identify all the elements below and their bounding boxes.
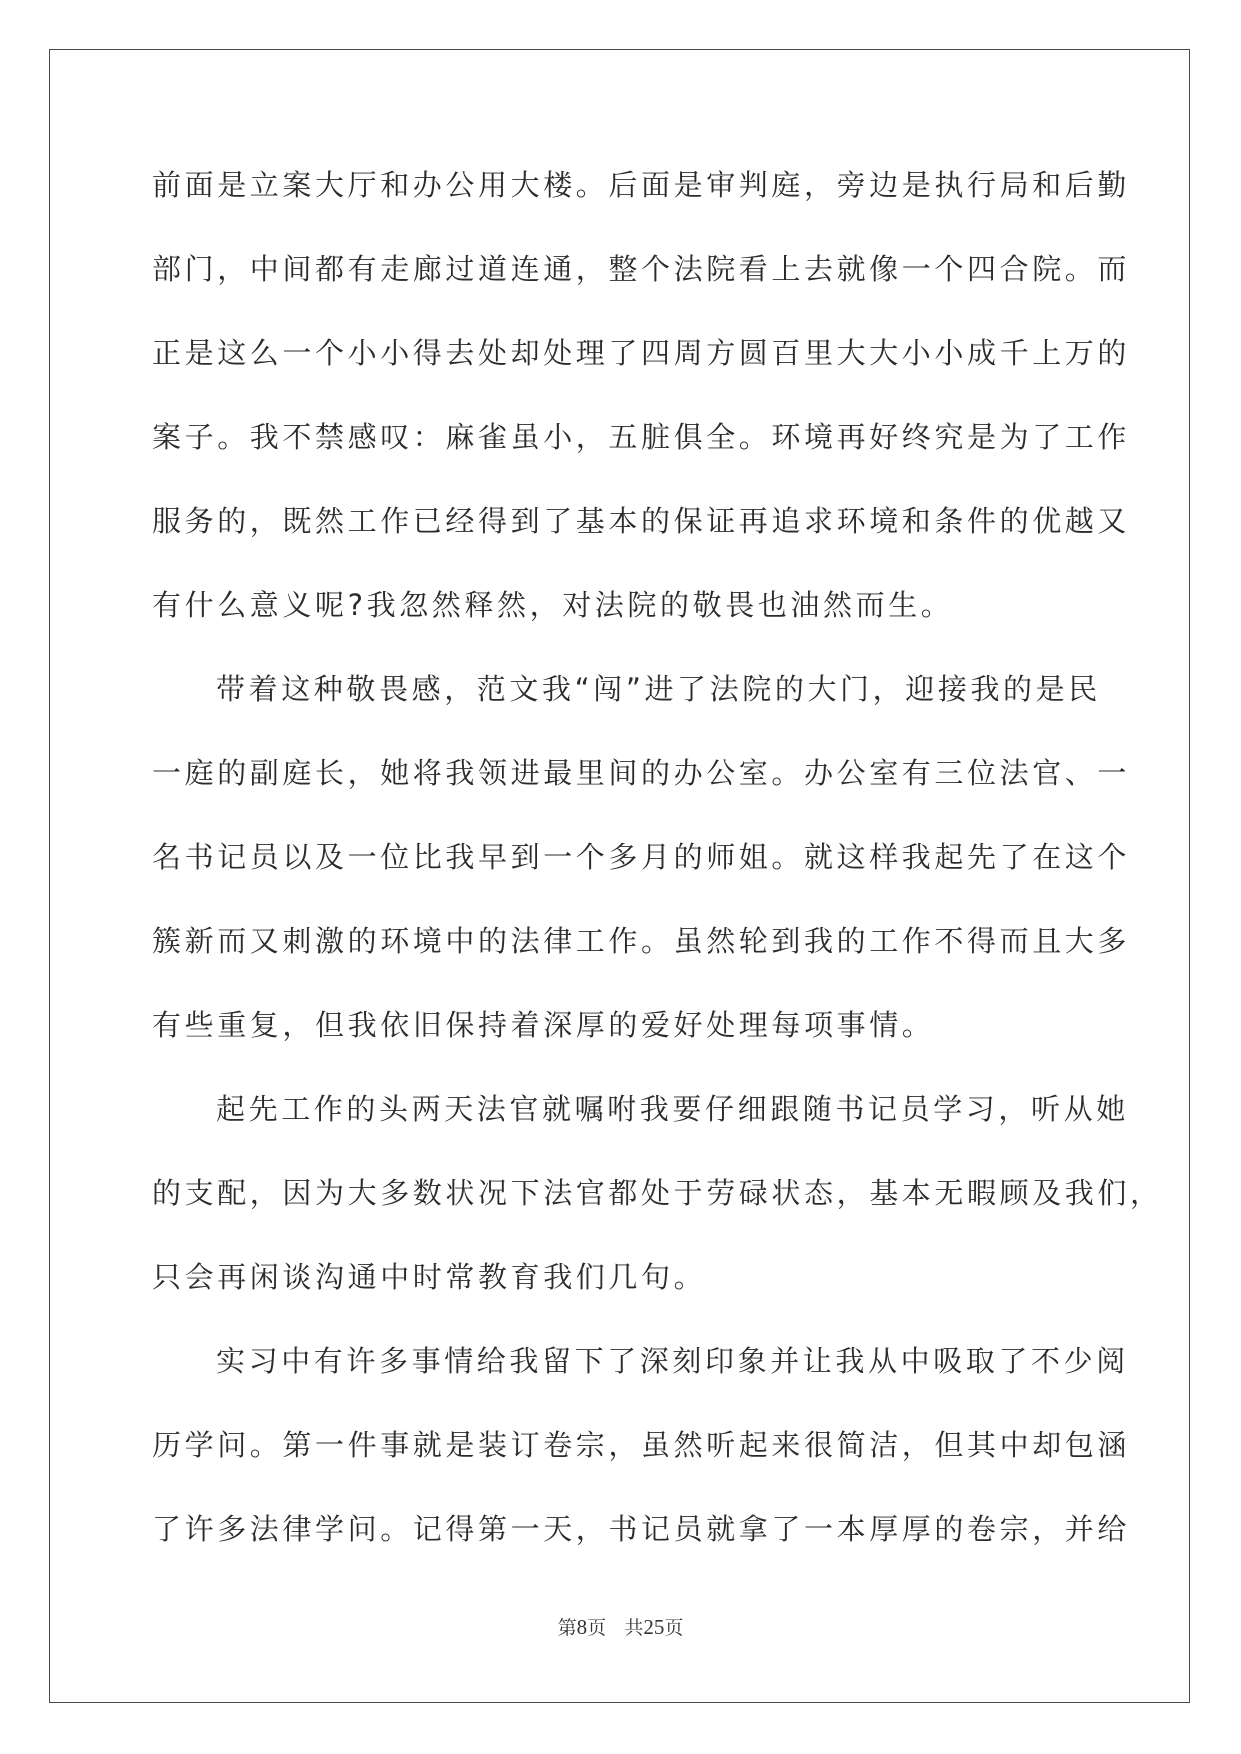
- text-line: 簇新而又刺激的环境中的法律工作。虽然轮到我的工作不得而且大多: [152, 924, 1131, 958]
- text-line: 只会再闲谈沟通中时常教育我们几句。: [152, 1260, 707, 1294]
- paragraph-3: [152, 1087, 1163, 1339]
- text-line: 名书记员以及一位比我早到一个多月的师姐。就这样我起先了在这个: [152, 840, 1131, 874]
- text-line: 有些重复，但我依旧保持着深厚的爱好处理每项事情。: [152, 1008, 935, 1042]
- text-line: 了许多法律学问。记得第一天，书记员就拿了一本厚厚的卷宗，并给: [152, 1512, 1131, 1546]
- text-line: 的支配，因为大多数状况下法官都处于劳碌状态，基本无暇顾及我们，: [152, 1176, 1163, 1210]
- text-line: 带着这种敬畏感，范文我“闯”进了法院的大门，迎接我的是民: [216, 672, 1101, 706]
- text-line: 案子。我不禁感叹：麻雀虽小，五脏俱全。环境再好终究是为了工作: [152, 420, 1131, 454]
- paragraph-2: [152, 667, 1131, 1087]
- paragraph-1: [152, 163, 1131, 667]
- text-line: 实习中有许多事情给我留下了深刻印象并让我从中吸取了不少阅: [216, 1344, 1129, 1378]
- document-body: [152, 163, 1163, 1591]
- total-label-suffix: 页: [664, 1617, 684, 1639]
- text-line: 历学问。第一件事就是装订卷宗，虽然听起来很简洁，但其中却包涵: [152, 1428, 1131, 1462]
- page-label-prefix: 第: [557, 1617, 577, 1639]
- page-number: 8: [576, 1615, 588, 1639]
- text-line: 正是这么一个小小得去处却处理了四周方圆百里大大小小成千上万的: [152, 336, 1131, 370]
- total-label-prefix: 共: [624, 1617, 644, 1639]
- text-line: 前面是立案大厅和办公用大楼。后面是审判庭，旁边是执行局和后勤: [152, 168, 1131, 202]
- text-line: 起先工作的头两天法官就嘱咐我要仔细跟随书记员学习，听从她: [216, 1092, 1129, 1126]
- text-line: 一庭的副庭长，她将我领进最里间的办公室。办公室有三位法官、一: [152, 756, 1131, 790]
- text-line: 部门，中间都有走廊过道连通，整个法院看上去就像一个四合院。而: [152, 252, 1131, 286]
- text-line: 服务的，既然工作已经得到了基本的保证再追求环境和条件的优越又: [152, 504, 1131, 538]
- total-pages: 25: [643, 1615, 665, 1639]
- page-label-suffix: 页: [587, 1617, 607, 1639]
- page-footer: [0, 1613, 1241, 1640]
- paragraph-4: [152, 1339, 1131, 1591]
- text-line: 有什么意义呢?我忽然释然，对法院的敬畏也油然而生。: [152, 588, 954, 622]
